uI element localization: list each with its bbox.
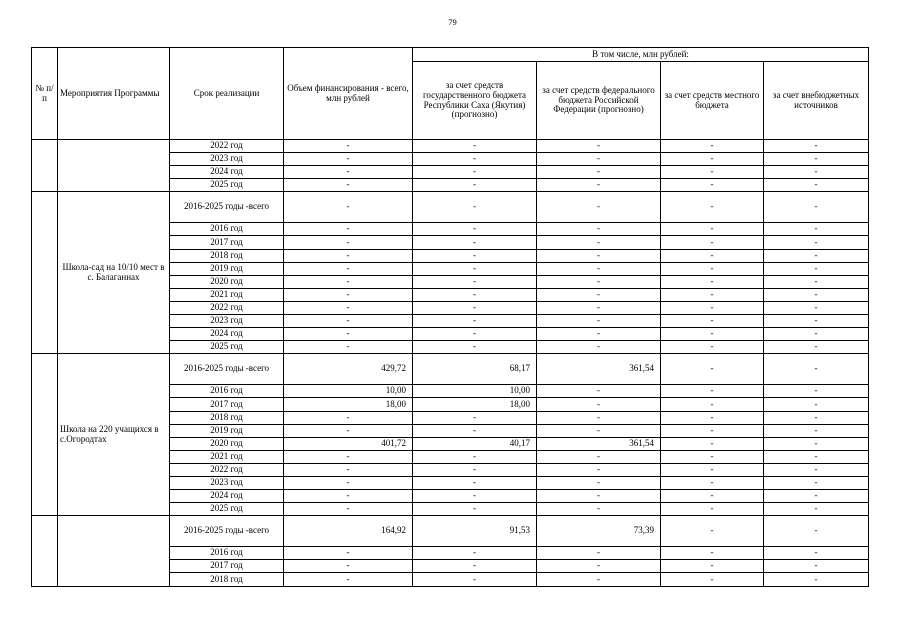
period-cell: 2019 год [170,262,284,275]
value-cell: - [537,573,661,586]
value-cell: - [413,315,537,328]
value-cell: - [284,249,413,262]
value-cell: - [284,560,413,573]
value-cell: - [413,153,537,166]
value-cell: - [284,503,413,516]
value-cell: - [537,153,661,166]
period-cell: 2024 год [170,490,284,503]
value-cell: - [537,385,661,398]
value-cell: 164,92 [284,516,413,547]
value-cell: - [764,411,869,424]
value-cell: - [284,424,413,437]
value-cell: 361,54 [537,354,661,385]
period-cell: 2025 год [170,503,284,516]
value-cell: - [537,411,661,424]
value-cell: - [661,516,764,547]
value-cell: - [284,236,413,249]
num-cell [32,140,58,192]
value-cell: - [413,411,537,424]
header-local-budget: за счет средств местного бюджета [661,62,764,140]
value-cell: - [661,262,764,275]
value-cell: - [764,516,869,547]
value-cell: - [537,275,661,288]
value-cell: - [413,560,537,573]
value-cell: 10,00 [413,385,537,398]
value-cell: - [413,328,537,341]
period-cell: 2019 год [170,424,284,437]
value-cell: - [661,398,764,411]
value-cell: - [284,262,413,275]
period-cell: 2022 год [170,140,284,153]
value-cell: - [764,301,869,314]
value-cell: - [764,503,869,516]
value-cell: - [661,463,764,476]
value-cell: - [284,315,413,328]
value-cell: - [284,547,413,560]
value-cell: - [661,573,764,586]
value-cell: - [661,179,764,192]
value-cell: - [413,179,537,192]
value-cell: - [764,288,869,301]
value-cell: - [537,192,661,223]
event-name-cell [58,516,170,586]
value-cell: - [764,424,869,437]
value-cell: - [537,179,661,192]
value-cell: - [764,153,869,166]
value-cell: - [764,223,869,236]
value-cell: - [284,341,413,354]
period-cell: 2018 год [170,411,284,424]
period-cell: 2023 год [170,315,284,328]
value-cell: - [537,398,661,411]
value-cell: - [764,463,869,476]
period-cell: 2016 год [170,547,284,560]
value-cell: - [661,153,764,166]
value-cell: - [537,547,661,560]
value-cell: 18,00 [284,398,413,411]
period-cell: 2016 год [170,385,284,398]
value-cell: - [537,560,661,573]
value-cell: - [661,166,764,179]
period-cell: 2020 год [170,437,284,450]
value-cell: - [764,354,869,385]
value-cell: - [661,560,764,573]
page-number: 79 [448,17,457,27]
period-cell: 2023 год [170,153,284,166]
value-cell: - [413,573,537,586]
value-cell: - [764,328,869,341]
header-period: Срок реализации [170,48,284,140]
header-extra-budget: за счет внебюджетных источников [764,62,869,140]
value-cell: - [764,166,869,179]
value-cell: - [537,262,661,275]
value-cell: 73,39 [537,516,661,547]
period-cell: 2018 год [170,249,284,262]
period-cell: 2021 год [170,450,284,463]
value-cell: - [764,476,869,489]
value-cell: - [661,288,764,301]
value-cell: - [284,301,413,314]
value-cell: - [764,341,869,354]
value-cell: - [284,463,413,476]
value-cell: - [764,179,869,192]
value-cell: - [284,573,413,586]
value-cell: - [661,341,764,354]
value-cell: - [537,490,661,503]
value-cell: - [537,288,661,301]
value-cell: - [764,275,869,288]
value-cell: - [764,573,869,586]
value-cell: - [413,547,537,560]
value-cell: - [661,385,764,398]
value-cell: - [413,503,537,516]
value-cell: - [661,450,764,463]
num-cell [32,192,58,354]
value-cell: - [413,341,537,354]
value-cell: - [413,490,537,503]
value-cell: 18,00 [413,398,537,411]
value-cell: - [661,490,764,503]
event-name-cell: Школа на 220 учащихся в с.Огородтах [58,354,170,516]
value-cell: - [537,463,661,476]
value-cell: - [284,275,413,288]
value-cell: - [661,503,764,516]
value-cell: - [413,476,537,489]
value-cell: - [661,223,764,236]
value-cell: - [537,341,661,354]
value-cell: - [661,547,764,560]
table-row-total [32,354,869,385]
value-cell: - [764,236,869,249]
period-cell: 2024 год [170,328,284,341]
value-cell: - [413,450,537,463]
value-cell: - [413,140,537,153]
period-cell: 2022 год [170,301,284,314]
header-event: Мероприятия Программы [58,48,170,140]
value-cell: 401,72 [284,437,413,450]
value-cell: - [764,249,869,262]
period-cell: 2023 год [170,476,284,489]
value-cell: - [661,192,764,223]
value-cell: - [284,476,413,489]
value-cell: - [764,560,869,573]
value-cell: - [284,411,413,424]
value-cell: - [661,476,764,489]
event-name-cell: Школа-сад на 10/10 мест в с. Балаганнах [58,192,170,354]
value-cell: - [284,450,413,463]
table-row-total [32,516,869,547]
period-cell: 2025 год [170,179,284,192]
num-cell [32,354,58,516]
value-cell: 68,17 [413,354,537,385]
value-cell: - [764,490,869,503]
period-cell: 2018 год [170,573,284,586]
value-cell: - [764,315,869,328]
value-cell: - [413,463,537,476]
period-cell: 2020 год [170,275,284,288]
value-cell: - [413,249,537,262]
value-cell: - [764,398,869,411]
value-cell: - [284,179,413,192]
table-body [32,140,869,587]
value-cell: 91,53 [413,516,537,547]
value-cell: - [413,275,537,288]
value-cell: - [661,315,764,328]
period-cell: 2022 год [170,463,284,476]
period-cell: 2016-2025 годы -всего [170,354,284,385]
period-cell: 2016 год [170,223,284,236]
value-cell: 429,72 [284,354,413,385]
value-cell: - [661,354,764,385]
value-cell: - [413,223,537,236]
value-cell: - [764,262,869,275]
event-name-cell [58,140,170,192]
value-cell: - [537,450,661,463]
value-cell: - [537,236,661,249]
period-cell: 2025 год [170,341,284,354]
value-cell: - [661,301,764,314]
value-cell: - [537,476,661,489]
header-total: Объем финансирования - всего, млн рублей [284,48,413,140]
period-cell: 2016-2025 годы -всего [170,516,284,547]
value-cell: - [537,166,661,179]
period-cell: 2024 год [170,166,284,179]
table-header [32,48,869,140]
value-cell: - [284,192,413,223]
value-cell: - [764,385,869,398]
value-cell: - [764,437,869,450]
table-row [32,140,869,153]
value-cell: - [413,236,537,249]
header-num: № п/п [32,48,58,140]
value-cell: - [284,140,413,153]
value-cell: - [284,166,413,179]
value-cell: - [661,236,764,249]
value-cell: - [537,249,661,262]
value-cell: - [661,437,764,450]
value-cell: - [764,547,869,560]
value-cell: - [413,192,537,223]
value-cell: - [661,275,764,288]
value-cell: - [537,424,661,437]
value-cell: - [661,328,764,341]
value-cell: - [413,262,537,275]
value-cell: - [413,301,537,314]
header-including: В том числе, млн рублей: [413,48,869,62]
period-cell: 2017 год [170,398,284,411]
value-cell: - [413,288,537,301]
value-cell: 10,00 [284,385,413,398]
value-cell: - [537,503,661,516]
period-cell: 2016-2025 годы -всего [170,192,284,223]
value-cell: - [661,140,764,153]
value-cell: - [413,424,537,437]
value-cell: - [537,223,661,236]
value-cell: - [284,288,413,301]
value-cell: 40,17 [413,437,537,450]
value-cell: - [537,301,661,314]
financing-table [31,47,869,587]
period-cell: 2017 год [170,560,284,573]
value-cell: 361,54 [537,437,661,450]
period-cell: 2017 год [170,236,284,249]
value-cell: - [661,249,764,262]
value-cell: - [537,140,661,153]
period-cell: 2021 год [170,288,284,301]
table-row-total [32,192,869,223]
value-cell: - [284,153,413,166]
value-cell: - [413,166,537,179]
header-state-budget: за счет средств государственного бюджета Республики Саха (Якутия) (прогнозно) [413,62,537,140]
num-cell [32,516,58,586]
value-cell: - [661,411,764,424]
value-cell: - [537,328,661,341]
value-cell: - [764,140,869,153]
value-cell: - [764,450,869,463]
value-cell: - [537,315,661,328]
value-cell: - [661,424,764,437]
value-cell: - [284,223,413,236]
value-cell: - [284,490,413,503]
header-federal-budget: за счет средств федерального бюджета Российской Федерации (прогнозно) [537,62,661,140]
value-cell: - [284,328,413,341]
value-cell: - [764,192,869,223]
